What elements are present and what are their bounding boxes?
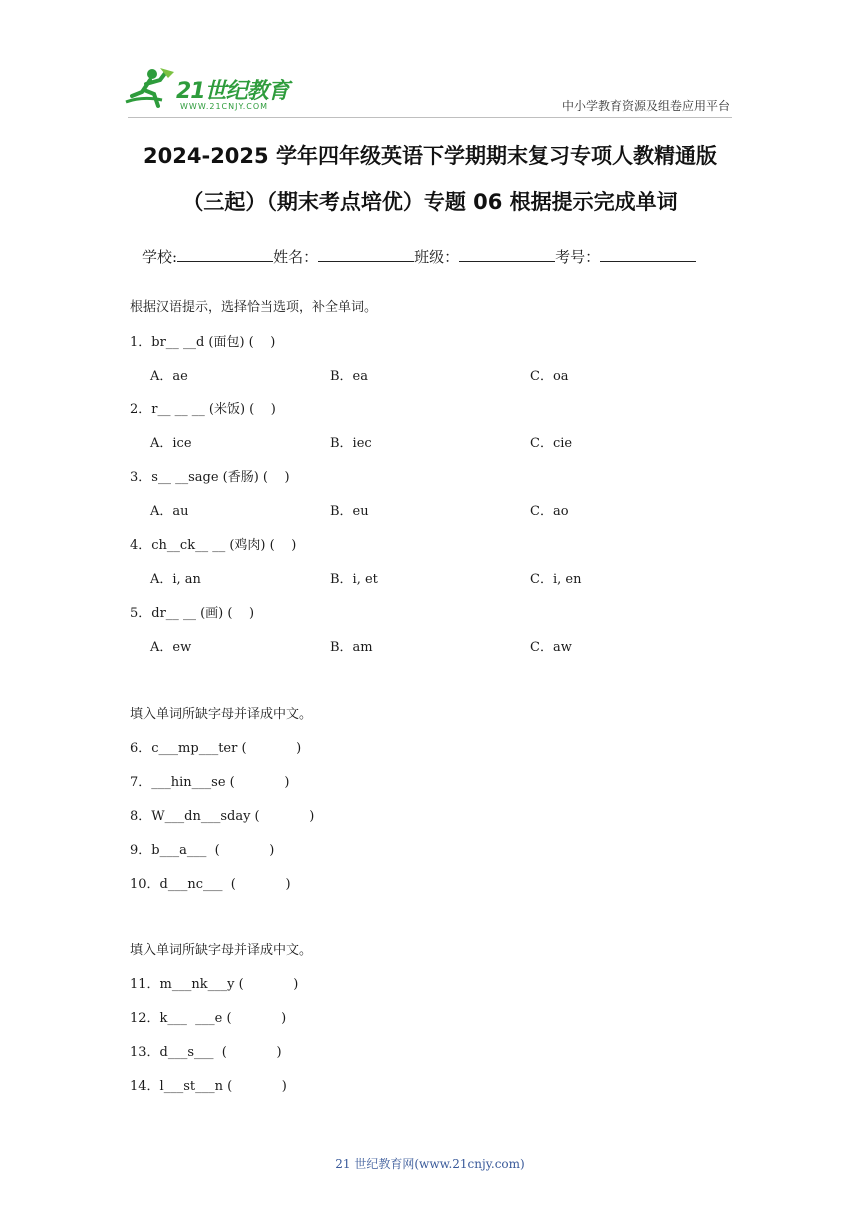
- question-12: 12．k___ ___e ( ): [130, 1011, 287, 1026]
- q1-option-b[interactable]: B．ea: [330, 369, 368, 384]
- page-footer[interactable]: 21 世纪教育网(www.21cnjy.com): [335, 1157, 525, 1171]
- q5-option-b[interactable]: B．am: [330, 640, 373, 655]
- school-label: 学校:: [142, 248, 178, 266]
- question-13: 13．d___s___ ( ): [130, 1045, 282, 1060]
- section2-instruction: 填入单词所缺字母并译成中文。: [130, 707, 313, 722]
- q3-option-c[interactable]: C．ao: [530, 504, 569, 519]
- question-9: 9．b___a___ ( ): [130, 843, 275, 858]
- q3-option-b[interactable]: B．eu: [330, 504, 369, 519]
- runner-logo-icon: [122, 66, 178, 114]
- q4-option-a[interactable]: A．i, an: [150, 572, 201, 587]
- q1-option-a[interactable]: A．ae: [150, 369, 188, 384]
- q4-option-c[interactable]: C．i, en: [530, 572, 582, 587]
- question-5: 5．dr__ __ (画) ( ): [130, 606, 255, 621]
- student-info-row: [142, 244, 696, 267]
- q4-option-b[interactable]: B．i, et: [330, 572, 378, 587]
- question-10: 10．d___nc___ ( ): [130, 877, 291, 892]
- exam-number-label: 考号：: [555, 248, 601, 266]
- class-label: 班级：: [414, 248, 460, 266]
- section1-instruction: 根据汉语提示，选择恰当选项，补全单词。: [130, 300, 378, 315]
- question-4: 4．ch__ck__ __ (鸡肉) ( ): [130, 538, 297, 553]
- logo-text: 21世纪教育: [176, 79, 289, 104]
- q5-option-a[interactable]: A．ew: [150, 640, 192, 655]
- question-8: 8．W___dn___sday ( ): [130, 809, 315, 824]
- page-title-line1: 2024-2025 学年四年级英语下学期期末复习专项人教精通版: [143, 144, 717, 168]
- question-7: 7．___hin___se ( ): [130, 775, 290, 790]
- question-6: 6．c___mp___ter ( ): [130, 741, 302, 756]
- name-blank[interactable]: [318, 244, 414, 262]
- q2-option-b[interactable]: B．iec: [330, 436, 372, 451]
- name-label: 姓名：: [273, 248, 319, 266]
- class-blank[interactable]: [459, 244, 555, 262]
- question-14: 14．l___st___n ( ): [130, 1079, 287, 1094]
- question-3: 3．s__ __sage (香肠) ( ): [130, 470, 290, 485]
- q2-option-a[interactable]: A．ice: [150, 436, 192, 451]
- q1-option-c[interactable]: C．oa: [530, 369, 569, 384]
- section3-instruction: 填入单词所缺字母并译成中文。: [130, 943, 313, 958]
- q5-option-c[interactable]: C．aw: [530, 640, 572, 655]
- exam-number-blank[interactable]: [600, 244, 696, 262]
- header-tagline: 中小学教育资源及组卷应用平台: [561, 99, 730, 113]
- school-blank[interactable]: [177, 244, 273, 262]
- q3-option-a[interactable]: A．au: [150, 504, 189, 519]
- question-11: 11．m___nk___y ( ): [130, 977, 299, 992]
- logo: [122, 66, 297, 116]
- page-header: [0, 0, 860, 120]
- q2-option-c[interactable]: C．cie: [530, 436, 573, 451]
- page-title-line2: （三起）（期末考点培优）专题 06 根据提示完成单词: [182, 190, 678, 214]
- logo-url: WWW.21CNJY.COM: [180, 102, 269, 111]
- header-divider: [128, 117, 732, 118]
- question-2: 2．r__ __ __ (米饭) ( ): [130, 402, 276, 417]
- question-1: 1．br__ __d (面包) ( ): [130, 335, 276, 350]
